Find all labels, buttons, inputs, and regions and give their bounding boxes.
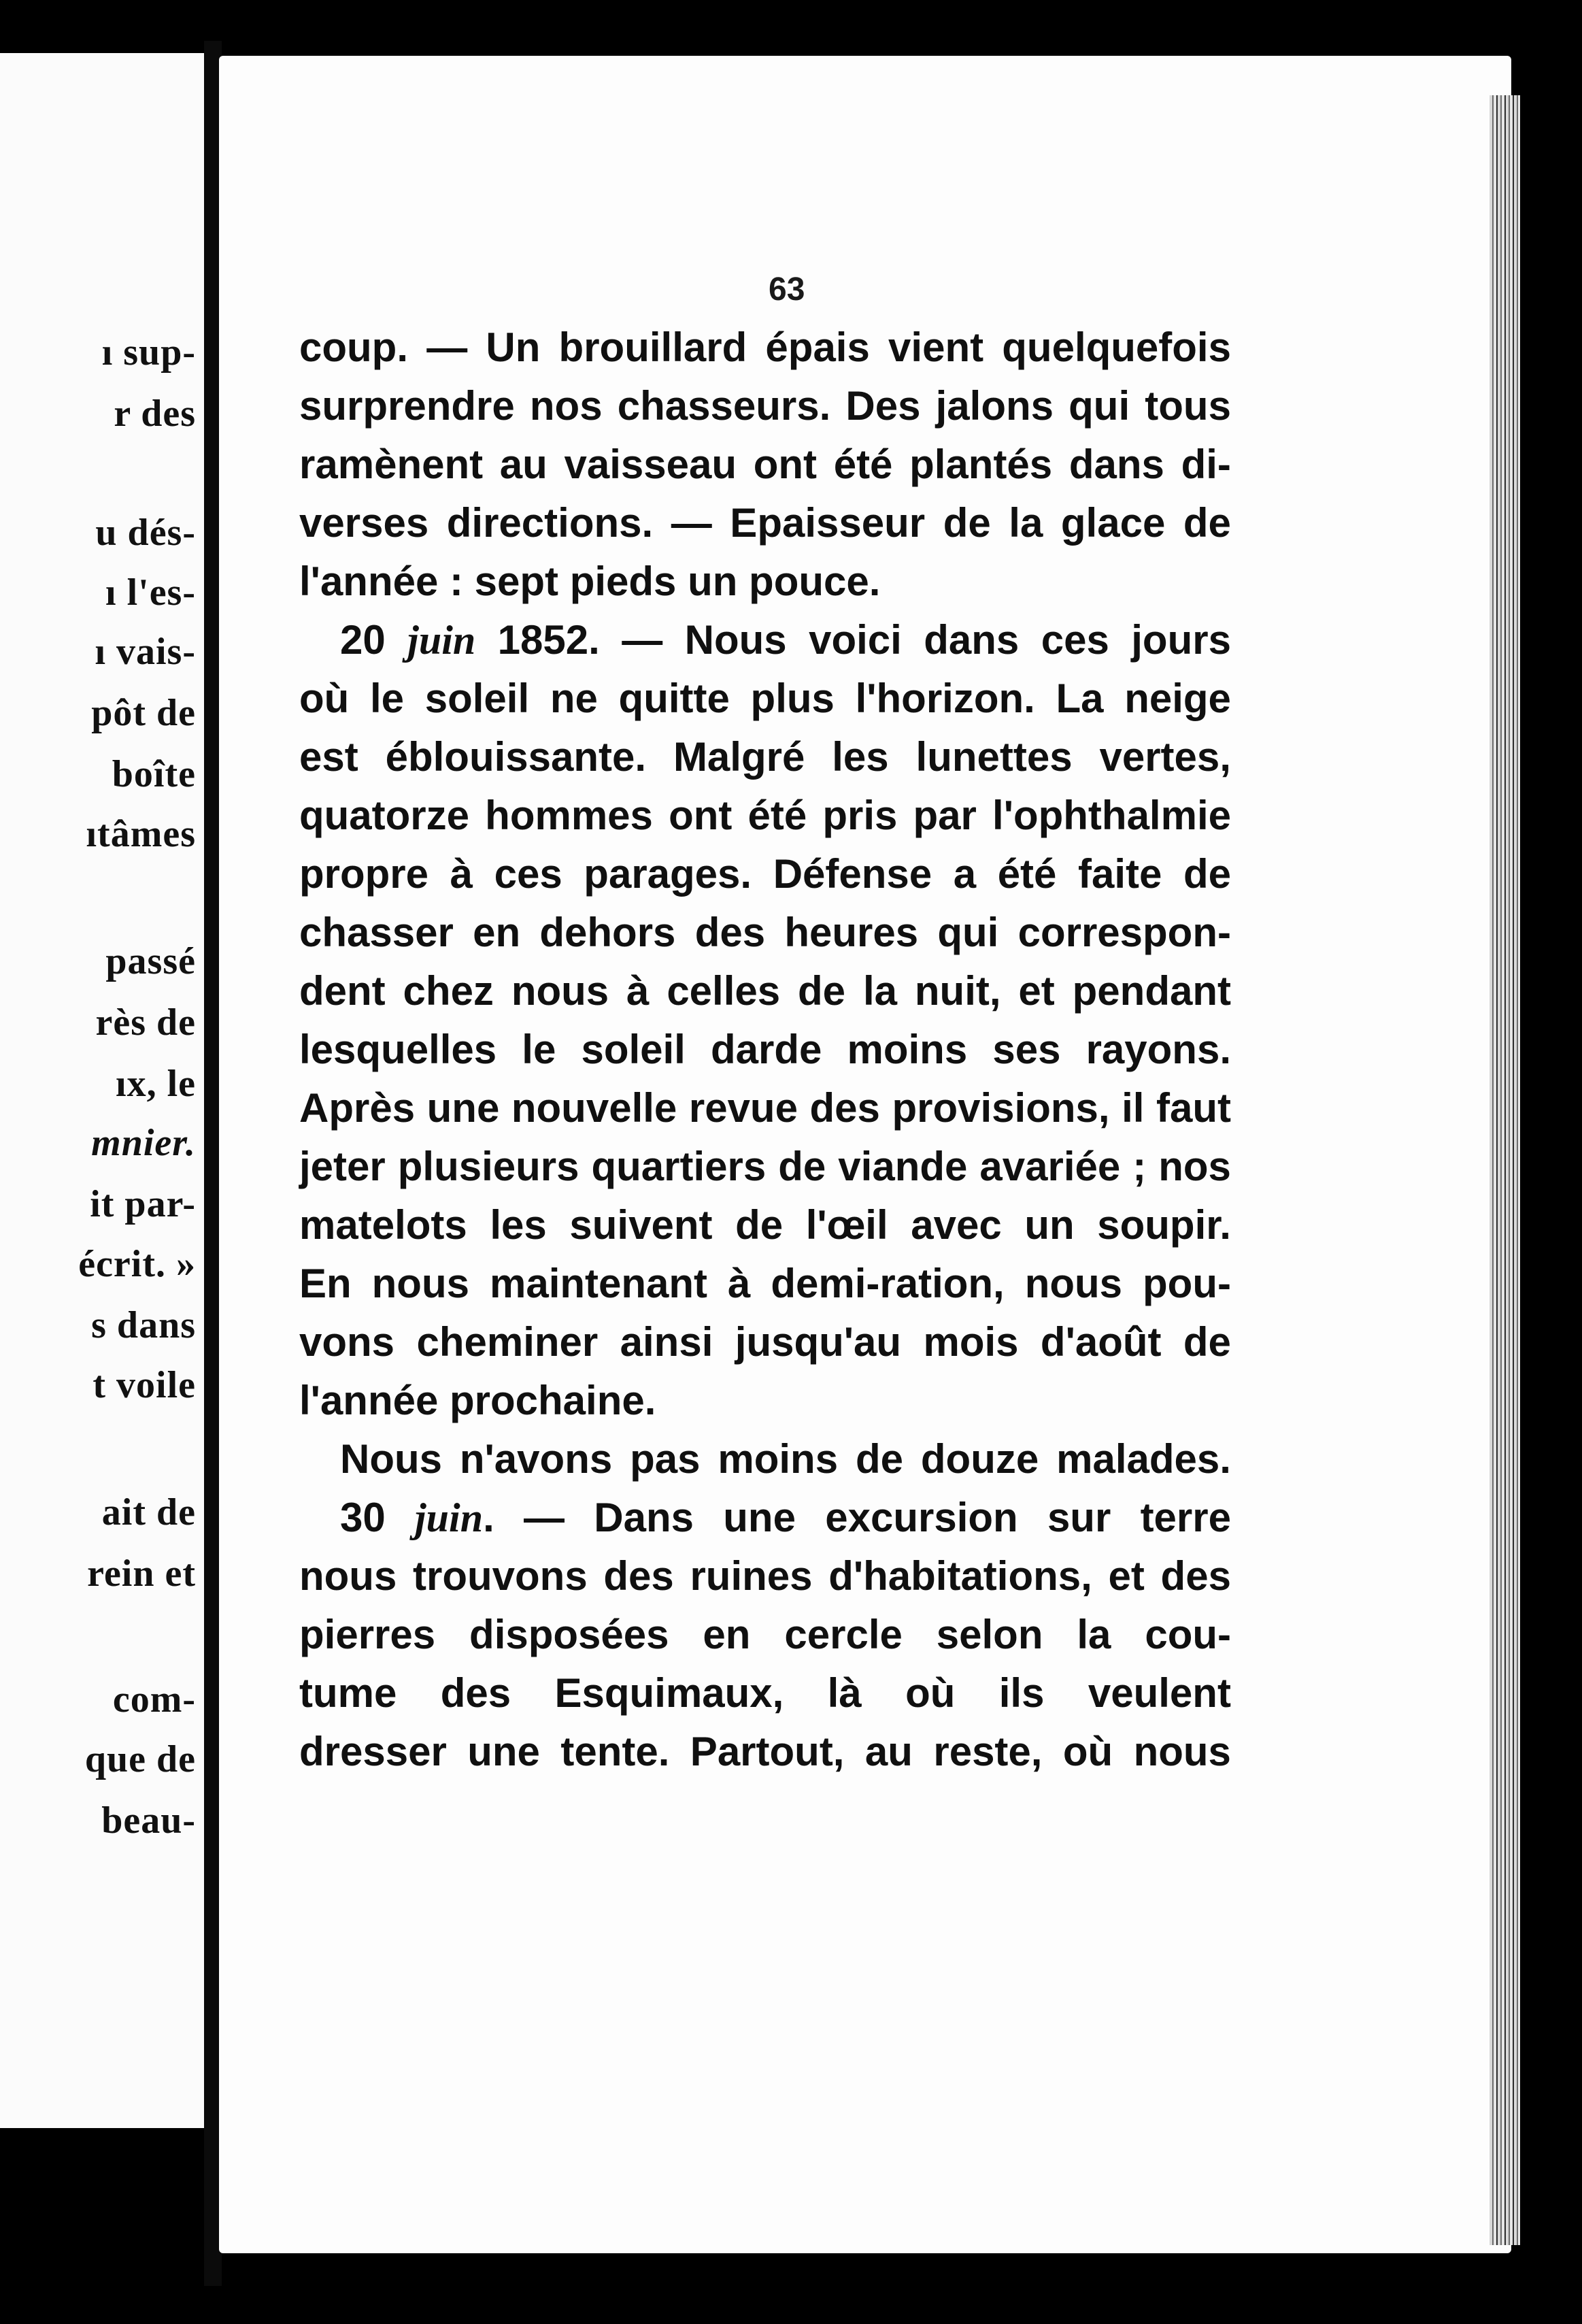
text-word: chez (403, 968, 494, 1014)
text-word: cou- (1145, 1612, 1231, 1657)
text-word: la (862, 968, 897, 1014)
text-line (299, 318, 1231, 377)
text-word: soleil (581, 1027, 686, 1072)
text-word: en (473, 910, 521, 955)
left-page-fragment: ıtâmes (86, 813, 196, 855)
text-line (299, 728, 1231, 786)
text-word: des (603, 1553, 674, 1599)
text-word: où (1062, 1729, 1113, 1774)
text-word: reste, (933, 1729, 1043, 1774)
text-word: di- (1181, 442, 1231, 487)
text-word: dehors (539, 910, 676, 955)
text-word: plus (750, 676, 835, 721)
text-word: à (626, 968, 650, 1014)
text-word: une (467, 1729, 540, 1774)
text-word: vaisseau (564, 442, 737, 487)
text-line (299, 786, 1231, 845)
text-word: d'août (1040, 1319, 1162, 1365)
text-word: hommes (485, 793, 653, 838)
text-word: Défense (773, 851, 932, 897)
text-word: est (299, 734, 358, 780)
text-word: soleil (424, 676, 530, 721)
text-word: moins (718, 1436, 839, 1482)
page-edges (1490, 95, 1520, 2245)
text-word: Des (845, 383, 921, 429)
text-word: propre (299, 851, 429, 897)
text-line (299, 1196, 1231, 1255)
text-word: quartiers (591, 1144, 767, 1189)
text-line (299, 611, 1231, 669)
text-word: quelquefois (1002, 325, 1231, 370)
text-word: voici (809, 617, 902, 663)
text-word: nous (299, 1553, 397, 1599)
text-word: celles (667, 968, 781, 1014)
text-word: juin (407, 618, 476, 663)
text-word: faite (1078, 851, 1162, 897)
text-word: vertes, (1099, 734, 1231, 780)
text-word: demi-ration, (771, 1261, 1005, 1306)
text-word: Nous (340, 1436, 442, 1482)
text-word: ses (992, 1027, 1061, 1072)
text-word: ont (669, 793, 733, 838)
text-word: d'habitations, (828, 1553, 1092, 1599)
text-line (299, 1313, 1231, 1372)
text-word: faut (1156, 1085, 1231, 1131)
text-word: des (440, 1670, 511, 1716)
text-segment: l'année : sept pieds un pouce. (299, 559, 881, 604)
text-word: suivent (569, 1202, 713, 1248)
text-word: veulent (1088, 1670, 1231, 1716)
text-word: malades. (1056, 1436, 1231, 1482)
text-word: les (490, 1202, 547, 1248)
text-word: éblouissante. (385, 734, 647, 780)
left-page-fragment: it par- (90, 1183, 196, 1225)
text-word: selon (936, 1612, 1043, 1657)
text-word: — (426, 325, 468, 370)
text-word: ils (998, 1670, 1045, 1716)
left-page-fragment: ı vais- (95, 631, 196, 673)
text-line (299, 962, 1231, 1020)
text-word: été (747, 793, 807, 838)
text-word: disposées (469, 1612, 669, 1657)
text-word: nuit, (914, 968, 1001, 1014)
text-word: été (833, 442, 893, 487)
text-word: ramènent (299, 442, 484, 487)
text-line (299, 845, 1231, 903)
text-word: nos (529, 383, 603, 429)
text-word: viande (838, 1144, 968, 1189)
text-line (299, 1664, 1231, 1723)
left-page (0, 53, 204, 2128)
text-word: cheminer (416, 1319, 599, 1365)
text-word: à (728, 1261, 751, 1306)
left-page-fragment: t voile (92, 1364, 196, 1406)
text-word: terre (1140, 1495, 1231, 1540)
left-page-fragment: pôt de (91, 692, 196, 734)
text-word: pris (822, 793, 898, 838)
text-word: dent (299, 968, 386, 1014)
text-word: glace (1060, 500, 1166, 546)
text-word: rayons. (1085, 1027, 1231, 1072)
text-line (299, 1489, 1231, 1547)
text-word: ; (1132, 1144, 1147, 1189)
text-word: n'avons (459, 1436, 613, 1482)
text-word: été (997, 851, 1057, 897)
text-word: jalons (935, 383, 1054, 429)
text-word: jusqu'au (735, 1319, 902, 1365)
text-segment: l'année prochaine. (299, 1378, 656, 1423)
text-word: pou- (1143, 1261, 1231, 1306)
text-word: correspon- (1017, 910, 1231, 955)
text-word: Esquimaux, (554, 1670, 784, 1716)
text-word: trouvons (413, 1553, 588, 1599)
text-word: heures (784, 910, 919, 955)
text-word: la (1077, 1612, 1111, 1657)
text-word: juin. (415, 1495, 494, 1540)
body-text (299, 318, 1231, 1781)
text-word: 1852. (497, 617, 600, 663)
text-word: et (1108, 1553, 1145, 1599)
text-word: lunettes (915, 734, 1073, 780)
text-word: plusieurs (397, 1144, 579, 1189)
text-word: où (905, 1670, 956, 1716)
left-page-fragment: u dés- (95, 512, 196, 554)
text-word: — (671, 500, 712, 546)
text-word: Après (299, 1085, 416, 1131)
text-word: nos (1158, 1144, 1231, 1189)
text-word: plantés (909, 442, 1053, 487)
text-word: matelots (299, 1202, 467, 1248)
text-word: ces (494, 851, 562, 897)
text-word: une (723, 1495, 796, 1540)
text-word: de (1183, 851, 1231, 897)
text-word: revue (688, 1085, 798, 1131)
text-word: épais (765, 325, 870, 370)
text-word: par (913, 793, 977, 838)
left-page-fragment: s dans (91, 1304, 196, 1346)
left-page-fragment: ı l'es- (105, 571, 196, 614)
text-word: ruines (690, 1553, 813, 1599)
text-word: Nous (684, 617, 787, 663)
text-word: quatorze (299, 793, 470, 838)
text-word: — (524, 1495, 565, 1540)
text-word: et (1018, 968, 1055, 1014)
text-word: des (809, 1085, 880, 1131)
text-word: chasseurs. (617, 383, 831, 429)
text-word: de (778, 1144, 826, 1189)
text-word: Malgré (673, 734, 805, 780)
text-word: cercle (784, 1612, 903, 1657)
text-word: avariée (979, 1144, 1121, 1189)
text-word: neige (1124, 676, 1231, 721)
text-word: Un (486, 325, 541, 370)
text-word: soupir. (1097, 1202, 1231, 1248)
text-word: nouvelle (511, 1085, 677, 1131)
text-word: l'ophthalmie (992, 793, 1231, 838)
text-word: parages. (584, 851, 752, 897)
text-word: avec (911, 1202, 1002, 1248)
left-page-fragment: que de (84, 1738, 196, 1780)
text-word: a (953, 851, 977, 897)
text-word: douze (920, 1436, 1039, 1482)
left-page-fragment: r des (114, 393, 196, 435)
text-word: de (798, 968, 846, 1014)
left-page-fragment: com- (112, 1678, 196, 1721)
text-word: La (1056, 676, 1104, 721)
text-word: directions. (446, 500, 654, 546)
text-word: ainsi (620, 1319, 713, 1365)
text-word: dresser (299, 1729, 447, 1774)
text-line (299, 1547, 1231, 1606)
text-word: moins (847, 1027, 968, 1072)
text-line (299, 669, 1231, 728)
left-page-fragment: boîte (112, 753, 196, 795)
text-line (299, 377, 1231, 435)
text-word: sur (1047, 1495, 1111, 1540)
text-word: l'œil (805, 1202, 888, 1248)
text-line (299, 1079, 1231, 1138)
text-word: mois (923, 1319, 1019, 1365)
left-page-fragment: ait de (101, 1491, 196, 1533)
text-word: maintenant (489, 1261, 708, 1306)
text-word: nous (371, 1261, 469, 1306)
text-word: vient (888, 325, 984, 370)
text-word: ne (550, 676, 598, 721)
text-word: surprendre (299, 383, 515, 429)
text-line (299, 1138, 1231, 1196)
left-page-fragment: rès de (95, 1001, 196, 1044)
text-word: de (1183, 1319, 1231, 1365)
text-word: 30 (340, 1495, 386, 1540)
text-word: au (499, 442, 548, 487)
text-word: darde (710, 1027, 822, 1072)
left-page-fragment: rein et (87, 1553, 196, 1595)
text-word: coup. (299, 325, 408, 370)
text-line (299, 1723, 1231, 1781)
text-word: Dans (594, 1495, 694, 1540)
text-line (299, 1255, 1231, 1313)
text-word: qui (1068, 383, 1130, 429)
text-word: là (827, 1670, 862, 1716)
text-word: provisions, (892, 1085, 1110, 1131)
text-word: tous (1145, 383, 1231, 429)
left-page-fragment: passé (105, 940, 196, 982)
text-word: ont (753, 442, 818, 487)
text-line (299, 1372, 1231, 1430)
text-word: une (426, 1085, 500, 1131)
text-word: tente. (560, 1729, 670, 1774)
text-line (299, 1606, 1231, 1664)
text-word: de (1183, 500, 1231, 546)
text-word: Partout, (690, 1729, 845, 1774)
text-word: un (1024, 1202, 1075, 1248)
text-word: En (299, 1261, 352, 1306)
text-line (299, 435, 1231, 494)
text-word: des (1160, 1553, 1231, 1599)
text-word: les (832, 734, 889, 780)
text-line (299, 552, 1231, 611)
text-word: Epaisseur (730, 500, 926, 546)
text-word: l'horizon. (855, 676, 1035, 721)
text-word: pendant (1072, 968, 1231, 1014)
text-word: le (370, 676, 405, 721)
text-word: au (864, 1729, 913, 1774)
text-word: il (1122, 1085, 1145, 1131)
text-word: verses (299, 500, 429, 546)
text-word: nous (1024, 1261, 1123, 1306)
text-word: de (943, 500, 991, 546)
text-line (299, 1020, 1231, 1079)
text-word: vons (299, 1319, 395, 1365)
text-word: où (299, 676, 350, 721)
text-word: de (855, 1436, 904, 1482)
text-word: chasser (299, 910, 454, 955)
left-page-fragment: mnier. (91, 1122, 196, 1164)
text-word: à (450, 851, 473, 897)
text-word: la (1009, 500, 1043, 546)
text-word: pas (630, 1436, 701, 1482)
text-word: 20 (340, 617, 386, 663)
text-word: des (694, 910, 766, 955)
left-page-fragment: ı sup- (101, 331, 196, 374)
page-number: 63 (769, 271, 805, 308)
text-line (299, 494, 1231, 552)
text-word: excursion (825, 1495, 1018, 1540)
text-word: nous (1133, 1729, 1231, 1774)
left-page-fragment: ıx, le (116, 1063, 196, 1105)
text-line (299, 1430, 1231, 1489)
text-word: quitte (618, 676, 730, 721)
text-word: nous (511, 968, 609, 1014)
text-word: pierres (299, 1612, 436, 1657)
text-word: dans (1068, 442, 1164, 487)
text-line (299, 903, 1231, 962)
text-word: en (703, 1612, 751, 1657)
left-page-fragment: beau- (101, 1799, 196, 1842)
text-word: lesquelles (299, 1027, 497, 1072)
text-word: qui (937, 910, 999, 955)
text-word: brouillard (558, 325, 747, 370)
text-word: — (622, 617, 663, 663)
text-word: le (522, 1027, 556, 1072)
text-word: jours (1131, 617, 1231, 663)
left-page-fragment: écrit. » (78, 1243, 196, 1285)
text-word: ces (1041, 617, 1109, 663)
text-word: dans (924, 617, 1020, 663)
text-word: jeter (299, 1144, 386, 1189)
text-word: tume (299, 1670, 397, 1716)
text-word: de (735, 1202, 784, 1248)
